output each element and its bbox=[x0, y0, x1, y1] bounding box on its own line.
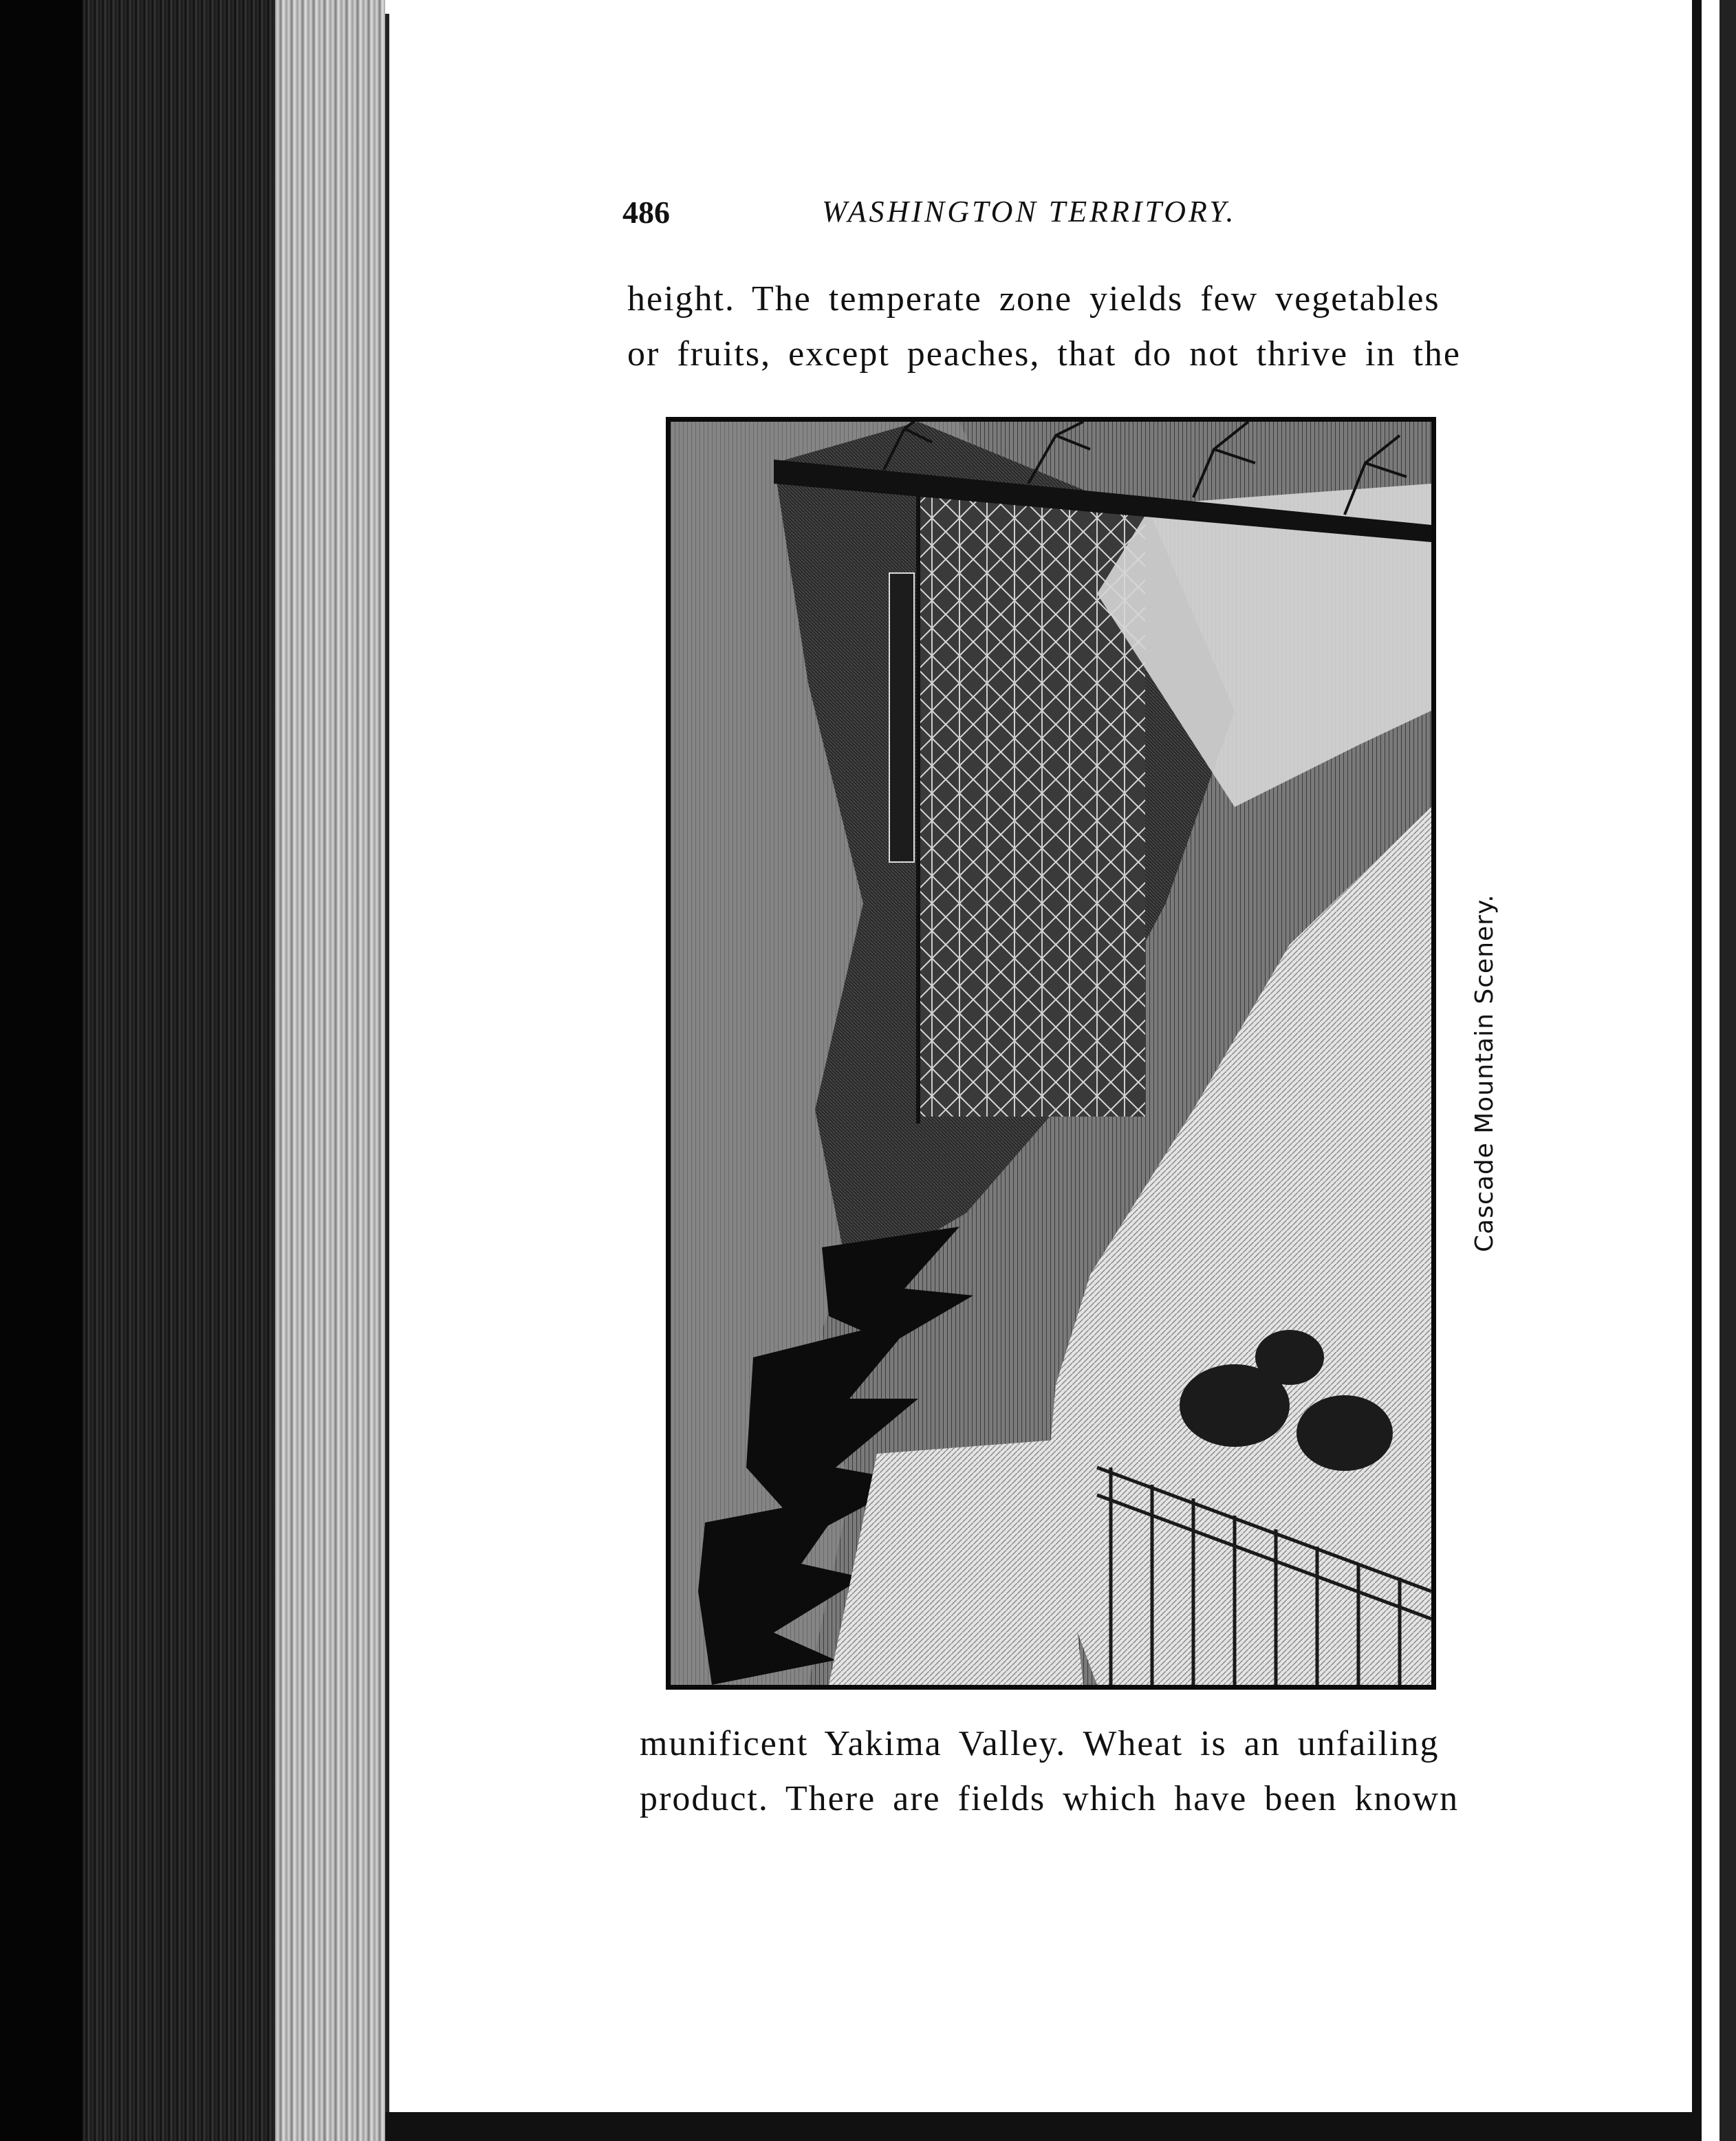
running-head bbox=[622, 194, 1324, 242]
body-text-line: munificent Yakima Valley. Wheat is an unfailing bbox=[640, 1724, 1440, 1763]
body-text-line: product. There are fields which have been known bbox=[640, 1779, 1460, 1818]
opposite-page-edge bbox=[1692, 0, 1736, 2141]
page-block-edge-light bbox=[275, 0, 385, 2141]
running-title: WASHINGTON TERRITORY. bbox=[822, 195, 1237, 228]
body-text-line: height. The temperate zone yields few vegetables bbox=[627, 279, 1440, 319]
train-cars bbox=[889, 573, 914, 862]
engraving-illustration bbox=[666, 417, 1436, 1690]
page-block-edge bbox=[83, 0, 289, 2141]
body-text-line: or fruits, except peaches, that do not thrive in the bbox=[627, 334, 1462, 374]
page-number: 486 bbox=[622, 195, 670, 230]
illustration-caption: Cascade Mountain Scenery. bbox=[1471, 894, 1499, 1252]
bottom-shadow bbox=[385, 2112, 1692, 2141]
